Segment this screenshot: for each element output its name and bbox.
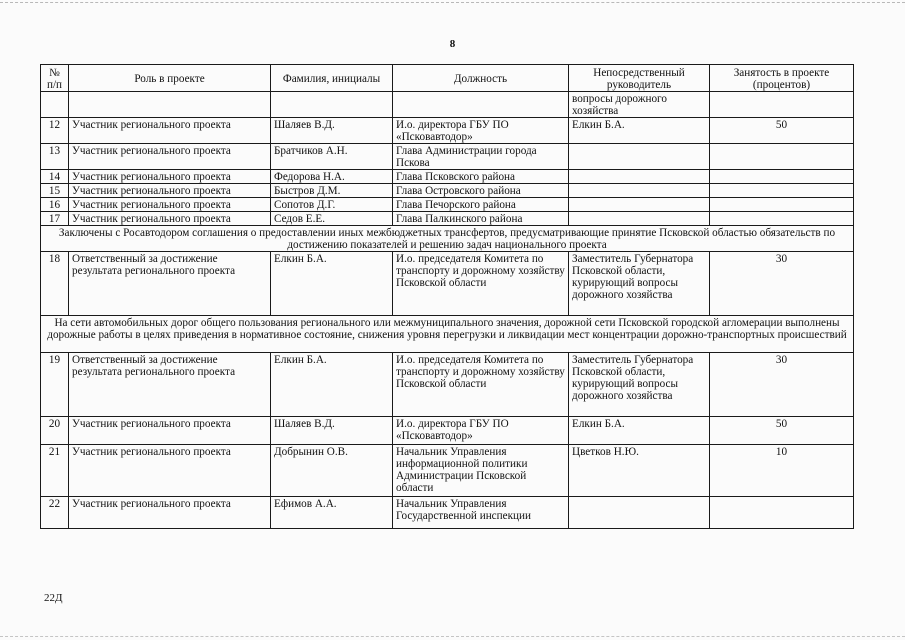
header-busy: Занятость в проекте (процентов) <box>710 65 854 92</box>
cell-busy: 10 <box>710 445 854 497</box>
cell-supervisor: Елкин Б.А. <box>569 417 710 445</box>
cell-num: 16 <box>41 198 69 212</box>
cell-busy <box>710 184 854 198</box>
table-row <box>41 252 854 316</box>
cell-supervisor <box>569 198 710 212</box>
cell-position: И.о. директора ГБУ ПО «Псковавтодор» <box>393 118 569 144</box>
cell-busy: 50 <box>710 417 854 445</box>
table-row <box>41 417 854 445</box>
cell-num: 12 <box>41 118 69 144</box>
cell-name: Ефимов А.А. <box>271 497 393 529</box>
cell-position: И.о. председателя Комитета по транспорту и дорожному хозяйству Псковской области <box>393 353 569 417</box>
table-row <box>41 170 854 184</box>
cell-busy <box>710 497 854 529</box>
cell-supervisor <box>569 170 710 184</box>
cell-role: Ответственный за достижение результата регионального проекта <box>69 252 271 316</box>
cell-position: Начальник Управления Государственной инспекции <box>393 497 569 529</box>
header-name: Фамилия, инициалы <box>271 65 393 92</box>
cell-position: Глава Администрации города Пскова <box>393 144 569 170</box>
cell-name: Шаляев В.Д. <box>271 417 393 445</box>
cell-busy: 30 <box>710 252 854 316</box>
page-number: 8 <box>449 38 456 50</box>
project-participants-table <box>40 64 854 529</box>
cell-name: Быстров Д.М. <box>271 184 393 198</box>
cell-busy: 50 <box>710 118 854 144</box>
table-row <box>41 118 854 144</box>
cell-num: 17 <box>41 212 69 226</box>
cell-role: Участник регионального проекта <box>69 445 271 497</box>
cell-role: Ответственный за достижение результата регионального проекта <box>69 353 271 417</box>
cell-supervisor: Цветков Н.Ю. <box>569 445 710 497</box>
cell-name: Елкин Б.А. <box>271 252 393 316</box>
document-code: 22Д <box>44 592 63 604</box>
cell-supervisor <box>569 212 710 226</box>
cell-supervisor <box>569 184 710 198</box>
table-header-row <box>41 65 854 92</box>
cell-num: 14 <box>41 170 69 184</box>
header-supervisor: Непосредственный руководитель <box>569 65 710 92</box>
section-row <box>41 316 854 353</box>
table-row <box>41 212 854 226</box>
table-row <box>41 353 854 417</box>
cell-name: Елкин Б.А. <box>271 353 393 417</box>
cell-position: Глава Печорского района <box>393 198 569 212</box>
header-role: Роль в проекте <box>69 65 271 92</box>
cell-num: 19 <box>41 353 69 417</box>
cell-name: Шаляев В.Д. <box>271 118 393 144</box>
section-heading: На сети автомобильных дорог общего пользования регионального или межмуниципального значения, дорожной сети Псковской городской агломерации выполнены дорожные работы в целях приведения в нормативное состояние, снижения уровня перегрузки и ликвидации мест концентрации дорожно-транспортных происшествий <box>41 316 854 353</box>
cell-supervisor: Заместитель Губернатора Псковской области, курирующий вопросы дорожного хозяйства <box>569 353 710 417</box>
cell-name: Сопотов Д.Г. <box>271 198 393 212</box>
table-row <box>41 184 854 198</box>
cell-role: Участник регионального проекта <box>69 417 271 445</box>
section-row <box>41 226 854 252</box>
cell-supervisor: Елкин Б.А. <box>569 118 710 144</box>
header-position: Должность <box>393 65 569 92</box>
cell-name: Добрынин О.В. <box>271 445 393 497</box>
cell-supervisor: Заместитель Губернатора Псковской области, курирующий вопросы дорожного хозяйства <box>569 252 710 316</box>
cell-role: Участник регионального проекта <box>69 198 271 212</box>
cell-num: 15 <box>41 184 69 198</box>
cell-num: 22 <box>41 497 69 529</box>
cell-position: Начальник Управления информационной политики Администрации Псковской области <box>393 445 569 497</box>
cell-num: 18 <box>41 252 69 316</box>
header-num: № п/п <box>41 65 69 92</box>
cell-supervisor: вопросы дорожного хозяйства <box>569 92 710 118</box>
table-row-continuation <box>41 92 854 118</box>
cell-num: 13 <box>41 144 69 170</box>
cell-position: Глава Палкинского района <box>393 212 569 226</box>
table-row <box>41 144 854 170</box>
section-heading: Заключены с Росавтодором соглашения о предоставлении иных межбюджетных трансфертов, предусматривающие принятие Псковской областью обязательств по достижению показателей и решению задач национального проекта <box>41 226 854 252</box>
cell-position: И.о. директора ГБУ ПО «Псковавтодор» <box>393 417 569 445</box>
cell-busy <box>710 212 854 226</box>
cell-role: Участник регионального проекта <box>69 118 271 144</box>
cell-position: Глава Островского района <box>393 184 569 198</box>
cell-role: Участник регионального проекта <box>69 212 271 226</box>
cell-name: Седов Е.Е. <box>271 212 393 226</box>
cell-role: Участник регионального проекта <box>69 144 271 170</box>
cell-name: Братчиков А.Н. <box>271 144 393 170</box>
cell-role: Участник регионального проекта <box>69 184 271 198</box>
table-row <box>41 445 854 497</box>
cell-busy <box>710 170 854 184</box>
cell-busy <box>710 144 854 170</box>
cell-position: Глава Псковского района <box>393 170 569 184</box>
cell-busy <box>710 198 854 212</box>
cell-role: Участник регионального проекта <box>69 170 271 184</box>
scan-edge-bottom <box>0 636 905 637</box>
cell-num: 20 <box>41 417 69 445</box>
cell-role: Участник регионального проекта <box>69 497 271 529</box>
cell-name: Федорова Н.А. <box>271 170 393 184</box>
scan-edge-top <box>0 2 905 3</box>
table-row <box>41 497 854 529</box>
cell-supervisor <box>569 497 710 529</box>
cell-num: 21 <box>41 445 69 497</box>
cell-busy: 30 <box>710 353 854 417</box>
table-row <box>41 198 854 212</box>
cell-supervisor <box>569 144 710 170</box>
cell-position: И.о. председателя Комитета по транспорту и дорожному хозяйству Псковской области <box>393 252 569 316</box>
